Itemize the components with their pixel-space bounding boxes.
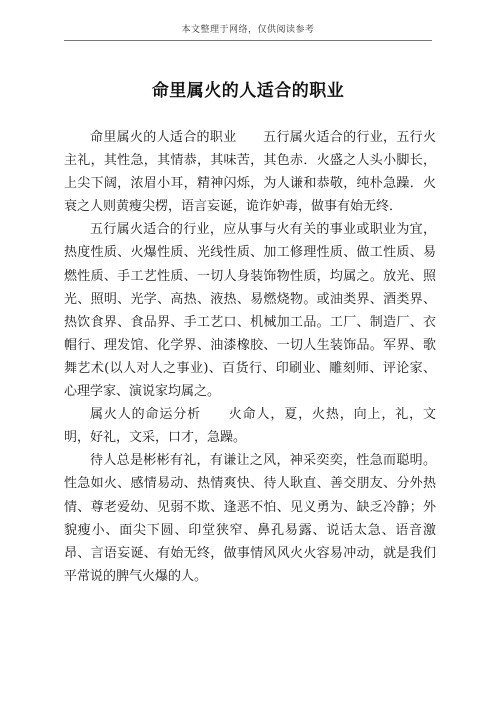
paragraph-personality: 待人总是彬彬有礼，有谦让之风，神采奕奕，性急而聪明。性急如火、感情易动、热情爽快、待人耿直、善交朋友、分外热情、尊老爱幼、见弱不欺、逢恶不怕、见义勇为、缺乏冷静；外貌瘦小、面尖下圆、印堂狭窄、鼻孔易露、说话太急、语音激昂、言语妄诞、有始无终，做事情风风火火容易冲动，就是我们平常说的脾气火爆的人。 <box>64 453 436 584</box>
paragraph-intro: 命里属火的人适合的职业 五行属火适合的行业，五行火主礼，其性急，其情恭，其味苦，其色赤．火盛之人头小脚长，上尖下阔，浓眉小耳，精神闪烁，为人谦和恭敬，纯朴急躁．火衰之人则黄瘦尖楞，语言妄诞，诡诈妒毒，做事有始无终． <box>64 130 436 215</box>
paragraph-fate-analysis: 属火人的命运分析 火命人，夏，火热，向上，礼，文明，好礼，文采，口才，急躁。 <box>64 407 436 446</box>
paragraph-suitable-industries: 五行属火适合的行业，应从事与火有关的事业或职业为宜，热度性质、火爆性质、光线性质、加工修理性质、做工性质、易燃性质、手工艺性质、一切人身装饰物性质，均属之。放光、照光、照明、光学、高热、液热、易燃烧物。或油类界、酒类界、热饮食界、食品界、手工艺口、机械加工品。工厂、制造厂、衣帽行、理发馆、化学界、油漆橡胶、一切人生装饰品。军界、歌舞艺术(以人对人之事业)、百货行、印刷业、雕刻师、评论家、心理学家、演说家均属之。 <box>64 222 436 400</box>
header-divider <box>64 40 432 41</box>
document-body <box>64 126 436 588</box>
header-note: 本文整理于网络，仅供阅读参考 <box>181 25 315 35</box>
document-title: 命里属火的人适合的职业 <box>151 81 345 101</box>
